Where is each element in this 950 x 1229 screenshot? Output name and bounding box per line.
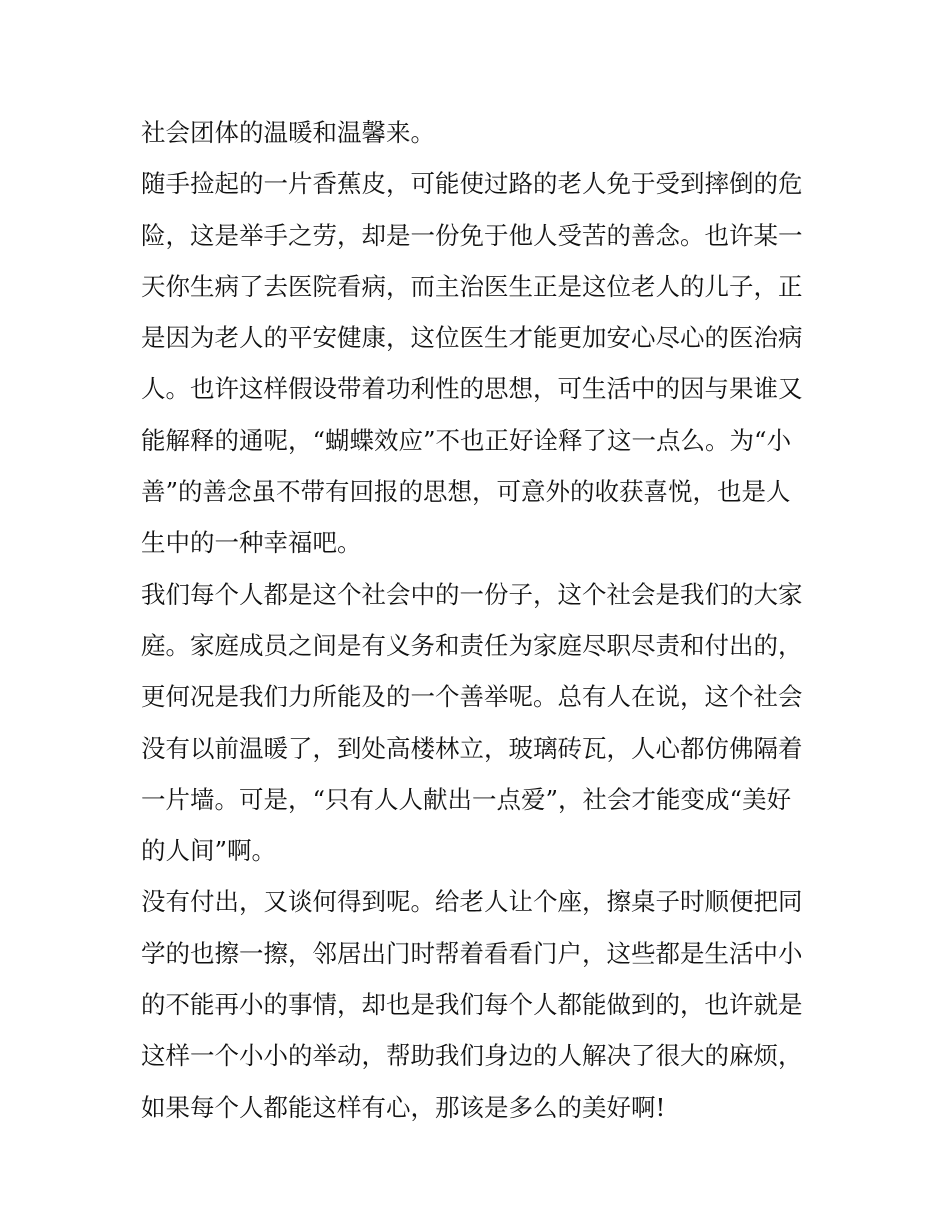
text-line: 没有付出，又谈何得到呢。给老人让个座，擦桌子时顺便把同	[141, 887, 803, 917]
text-line: 人。也许这样假设带着功利性的思想，可生活中的因与果谁又	[141, 374, 803, 404]
text-line: 一片墙。可是，“只有人人献出一点爱”，社会才能变成“美好	[141, 784, 792, 814]
text-line: 更何况是我们力所能及的一个善举呢。总有人在说，这个社会	[141, 682, 803, 712]
text-line: 学的也擦一擦，邻居出门时帮着看看门户，这些都是生活中小	[141, 938, 803, 968]
text-line: 善”的善念虽不带有回报的思想，可意外的收获喜悦，也是人	[141, 477, 791, 507]
text-line: 如果每个人都能这样有心，那该是多么的美好啊!	[141, 1092, 666, 1122]
text-line: 这样一个小小的举动，帮助我们身边的人解决了很大的麻烦，	[141, 1041, 803, 1071]
text-line: 随手捡起的一片香蕉皮，可能使过路的老人免于受到摔倒的危	[141, 169, 803, 199]
text-line: 庭。家庭成员之间是有义务和责任为家庭尽职尽责和付出的，	[141, 630, 803, 660]
document-body	[141, 107, 813, 1133]
text-line: 的人间”啊。	[141, 836, 277, 866]
text-line: 没有以前温暖了，到处高楼林立，玻璃砖瓦，人心都仿佛隔着	[141, 733, 803, 763]
text-line: 社会团体的温暖和温馨来。	[141, 118, 435, 147]
text-line: 我们每个人都是这个社会中的一份子，这个社会是我们的大家	[141, 579, 803, 609]
text-line: 天你生病了去医院看病，而主治医生正是这位老人的儿子，正	[141, 271, 803, 301]
text-line: 生中的一种幸福吧。	[141, 528, 362, 558]
text-line: 险，这是举手之劳，却是一份免于他人受苦的善念。也许某一	[141, 220, 803, 250]
text-line: 的不能再小的事情，却也是我们每个人都能做到的，也许就是	[141, 990, 803, 1020]
text-line: 能解释的通呢，“蝴蝶效应”不也正好诠释了这一点么。为“小	[141, 425, 792, 455]
text-line: 是因为老人的平安健康，这位医生才能更加安心尽心的医治病	[141, 323, 803, 353]
